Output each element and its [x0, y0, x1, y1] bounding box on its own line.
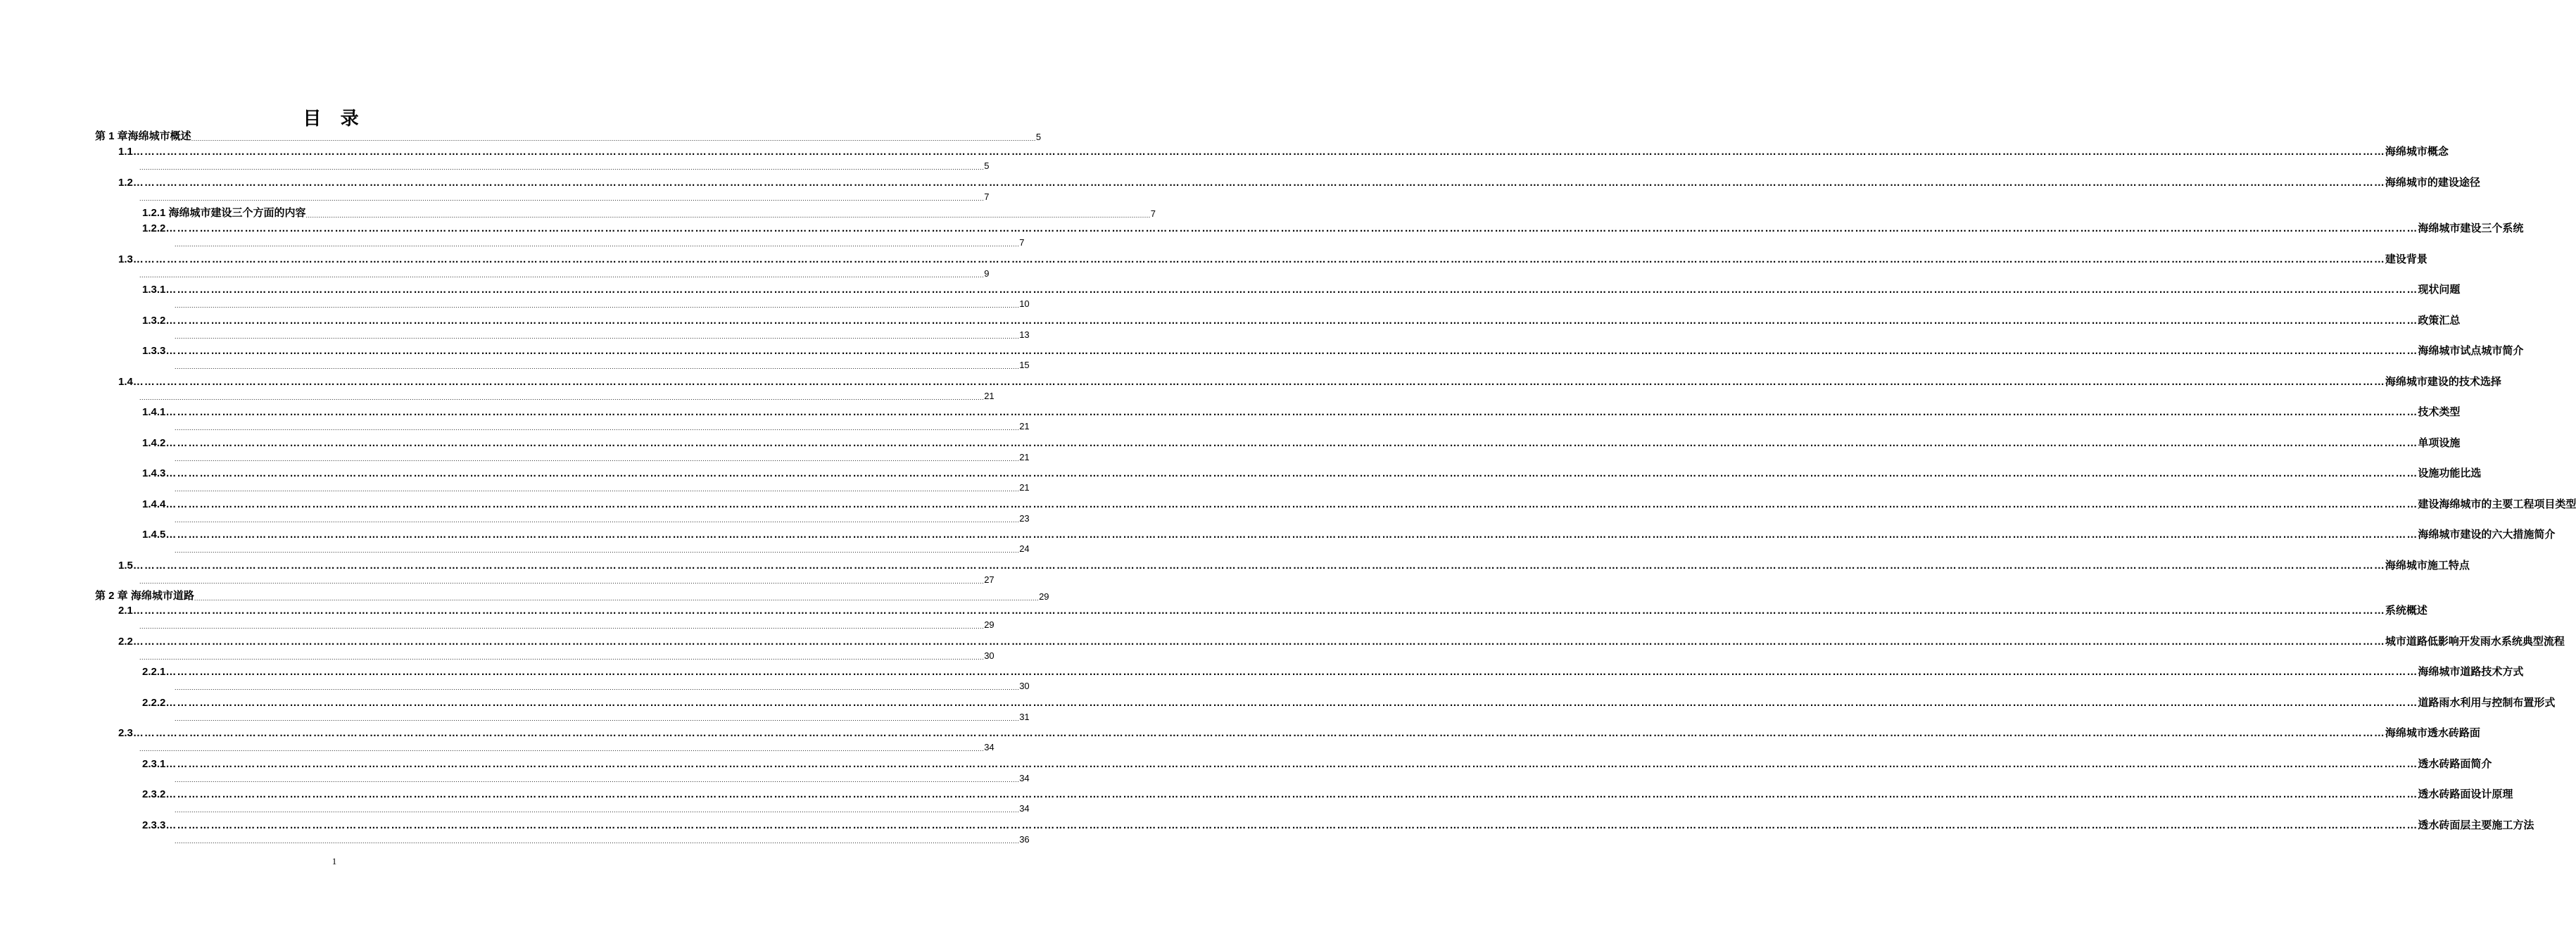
- toc-entry[interactable]: [142, 665, 2524, 679]
- toc-leader-dots: ……………………………………………………………………………………………………………………………………………………………………………………………………………………………………………………………………………………………………………………………………………………………………………………………………………………………………………………………………………………………………………………………………………………: [132, 559, 2385, 572]
- toc-page-number: 5: [1035, 132, 1042, 142]
- toc-page-number: 10: [1019, 298, 1030, 309]
- toc-entry[interactable]: [142, 314, 2461, 328]
- toc-leader-dots: ................................................................................................................................................................................................................................................................................................................................................................................................................: [139, 745, 985, 752]
- toc-entry-number: 2.3: [118, 727, 133, 739]
- toc-entry-number: 1.3.3: [142, 345, 166, 357]
- toc-entry[interactable]: [142, 528, 2556, 542]
- toc-entry[interactable]: [142, 819, 2534, 833]
- toc-leader-dots: ……………………………………………………………………………………………………………………………………………………………………………………………………………………………………………………………………………………………………………………………………………………………………………………………………………………………………………………………………………………………………………………………………………………: [165, 529, 2418, 541]
- toc-leader-dots: ................................................................................................................................................................................................................................................................................................................................................................................................................: [175, 837, 1020, 845]
- toc-page-number: 29: [1039, 591, 1049, 602]
- toc-leader-dots: ................................................................................................................................................................................................................................................................................................................................................................................................................: [175, 363, 1020, 370]
- toc-entry-number: 1.4.4: [142, 498, 166, 510]
- toc-leader-dots: ................................................................................................................................................................................................................................................................................................................................................................................................................: [139, 623, 985, 630]
- toc-entry-number: 2.2.2: [142, 696, 166, 709]
- toc-entry-title: 设施功能比选: [2418, 467, 2482, 479]
- toc-entry-number: 2.3.2: [142, 788, 166, 800]
- toc-entry-number: 1.5: [118, 559, 133, 572]
- toc-entry[interactable]: [95, 130, 1042, 144]
- toc-leader-dots: ……………………………………………………………………………………………………………………………………………………………………………………………………………………………………………………………………………………………………………………………………………………………………………………………………………………………………………………………………………………………………………………………………………………: [132, 146, 2385, 158]
- toc-entry-number: 2.3.3: [142, 819, 166, 831]
- toc-leader-dots: ……………………………………………………………………………………………………………………………………………………………………………………………………………………………………………………………………………………………………………………………………………………………………………………………………………………………………………………………………………………………………………………………………………………: [165, 406, 2418, 418]
- toc-entry-number: 1.4.2: [142, 436, 166, 449]
- toc-entry-number: 第 2 章 海绵城市道路: [95, 590, 194, 602]
- toc-page-number: 31: [1019, 711, 1030, 722]
- toc-page-line: [175, 329, 1030, 341]
- toc-title: 目 录: [303, 108, 366, 129]
- toc-entry-number: 1.2.2: [142, 222, 166, 234]
- toc-leader-dots: ……………………………………………………………………………………………………………………………………………………………………………………………………………………………………………………………………………………………………………………………………………………………………………………………………………………………………………………………………………………………………………………………………………………: [132, 375, 2385, 388]
- toc-entry[interactable]: [118, 635, 2565, 649]
- toc-leader-dots: ................................................................................................................................................................................................................................................................................................................................................................................................................: [194, 595, 1040, 602]
- toc-entry-title: 系统概述: [2385, 605, 2427, 617]
- toc-page-line: [175, 482, 1030, 493]
- toc-leader-dots: ................................................................................................................................................................................................................................................................................................................................................................................................................: [175, 684, 1020, 691]
- toc-entry-number: 1.4.3: [142, 467, 166, 479]
- toc-entry[interactable]: [95, 589, 1049, 603]
- page-number: 1: [332, 856, 337, 866]
- toc-entry-title: 海绵城市概念: [2385, 146, 2449, 158]
- toc-entry-number: 1.3.2: [142, 314, 166, 327]
- toc-entry-title: 海绵城市道路技术方式: [2418, 666, 2524, 678]
- toc-entry-title: 道路雨水利用与控制布置形式: [2418, 696, 2556, 709]
- toc-leader-dots: ……………………………………………………………………………………………………………………………………………………………………………………………………………………………………………………………………………………………………………………………………………………………………………………………………………………………………………………………………………………………………………………………………………………: [165, 345, 2418, 357]
- toc-leader-dots: ……………………………………………………………………………………………………………………………………………………………………………………………………………………………………………………………………………………………………………………………………………………………………………………………………………………………………………………………………………………………………………………………………………………: [165, 696, 2418, 709]
- toc-leader-dots: ……………………………………………………………………………………………………………………………………………………………………………………………………………………………………………………………………………………………………………………………………………………………………………………………………………………………………………………………………………………………………………………………………………………: [165, 498, 2418, 510]
- toc-leader-dots: ................................................................................................................................................................................................................................................................................................................................................................................................................: [139, 393, 985, 401]
- toc-page-line: [139, 267, 990, 279]
- toc-page-line: [175, 833, 1030, 845]
- toc-entry-number: 2.2: [118, 635, 133, 648]
- toc-entry[interactable]: [118, 145, 2449, 159]
- toc-page-line: [175, 711, 1030, 723]
- toc-page-line: [175, 237, 1025, 248]
- toc-leader-dots: ................................................................................................................................................................................................................................................................................................................................................................................................................: [175, 424, 1020, 431]
- toc-entry-number: 1.4: [118, 375, 133, 388]
- toc-entry-number: 2.1: [118, 605, 133, 617]
- toc-leader-dots: ................................................................................................................................................................................................................................................................................................................................................................................................................: [175, 547, 1020, 554]
- toc-page-number: 34: [1019, 803, 1030, 814]
- toc-page-number: 15: [1019, 360, 1030, 370]
- toc-leader-dots: ……………………………………………………………………………………………………………………………………………………………………………………………………………………………………………………………………………………………………………………………………………………………………………………………………………………………………………………………………………………………………………………………………………………: [165, 436, 2418, 449]
- toc-page-number: 9: [984, 267, 990, 279]
- toc-entry-number: 2.2.1: [142, 666, 166, 678]
- toc-entry-title: 单项设施: [2418, 436, 2461, 449]
- toc-leader-dots: ................................................................................................................................................................................................................................................................................................................................................................................................................: [139, 271, 985, 279]
- toc-leader-dots: ................................................................................................................................................................................................................................................................................................................................................................................................................: [175, 516, 1020, 524]
- toc-page-line: [175, 360, 1030, 371]
- toc-page-number: 21: [1019, 482, 1030, 493]
- toc-entry[interactable]: [118, 726, 2480, 740]
- toc-page-line: [139, 574, 995, 586]
- toc-page-line: [139, 619, 995, 631]
- toc-entry[interactable]: [142, 788, 2513, 802]
- toc-entry[interactable]: [142, 436, 2461, 450]
- toc-leader-dots: ……………………………………………………………………………………………………………………………………………………………………………………………………………………………………………………………………………………………………………………………………………………………………………………………………………………………………………………………………………………………………………………………………………………: [132, 605, 2385, 617]
- toc-leader-dots: ……………………………………………………………………………………………………………………………………………………………………………………………………………………………………………………………………………………………………………………………………………………………………………………………………………………………………………………………………………………………………………………………………………………: [132, 253, 2385, 265]
- toc-page-number: 21: [1019, 451, 1030, 462]
- toc-entry-title: 技术类型: [2418, 406, 2461, 418]
- toc-page-line: [139, 191, 990, 203]
- toc-leader-dots: ……………………………………………………………………………………………………………………………………………………………………………………………………………………………………………………………………………………………………………………………………………………………………………………………………………………………………………………………………………………………………………………………………………………: [165, 666, 2418, 678]
- toc-page-number: 23: [1019, 512, 1030, 524]
- toc-leader-dots: ................................................................................................................................................................................................................................................................................................................................................................................................................: [175, 486, 1020, 493]
- toc-entry-title: 建设海绵城市的主要工程项目类型: [2418, 498, 2576, 510]
- toc-leader-dots: ................................................................................................................................................................................................................................................................................................................................................................................................................: [175, 807, 1020, 814]
- toc-page-line: [175, 421, 1030, 432]
- toc-entry[interactable]: [142, 467, 2482, 481]
- toc-page-line: [139, 160, 990, 172]
- toc-page-number: 7: [1150, 208, 1156, 219]
- toc-entry-title: 政策汇总: [2418, 314, 2461, 327]
- toc-page-number: 7: [984, 191, 990, 202]
- toc-page-line: [139, 650, 995, 662]
- toc-leader-dots: ................................................................................................................................................................................................................................................................................................................................................................................................................: [191, 135, 1036, 142]
- toc-leader-dots: ................................................................................................................................................................................................................................................................................................................................................................................................................: [175, 332, 1020, 340]
- toc-page-number: 34: [984, 742, 995, 752]
- toc-page-number: 34: [1019, 772, 1030, 783]
- toc-page-line: [175, 681, 1030, 692]
- toc-page-number: 7: [1019, 237, 1025, 248]
- toc-page-number: 27: [984, 574, 995, 585]
- toc-leader-dots: ................................................................................................................................................................................................................................................................................................................................................................................................................: [139, 653, 985, 661]
- toc-entry-title: 海绵城市试点城市简介: [2418, 345, 2524, 357]
- toc-entry[interactable]: [142, 696, 2556, 710]
- toc-entry[interactable]: [118, 559, 2470, 573]
- toc-entry[interactable]: [142, 344, 2524, 358]
- toc-page-number: 5: [984, 160, 990, 171]
- toc-entry-number: 1.3: [118, 253, 133, 265]
- toc-page-number: 36: [1019, 833, 1030, 845]
- toc-page-number: 21: [984, 390, 995, 401]
- toc-leader-dots: ……………………………………………………………………………………………………………………………………………………………………………………………………………………………………………………………………………………………………………………………………………………………………………………………………………………………………………………………………………………………………………………………………………………: [165, 467, 2418, 479]
- toc-leader-dots: ……………………………………………………………………………………………………………………………………………………………………………………………………………………………………………………………………………………………………………………………………………………………………………………………………………………………………………………………………………………………………………………………………………………: [132, 727, 2385, 739]
- toc-entry-title: 现状问题: [2418, 284, 2461, 296]
- toc-entry-title: 海绵城市施工特点: [2385, 559, 2470, 572]
- toc-leader-dots: ……………………………………………………………………………………………………………………………………………………………………………………………………………………………………………………………………………………………………………………………………………………………………………………………………………………………………………………………………………………………………………………………………………………: [132, 635, 2385, 648]
- toc-entry-title: 透水砖路面设计原理: [2418, 788, 2513, 800]
- toc-entry-number: 1.2: [118, 176, 133, 189]
- toc-leader-dots: ……………………………………………………………………………………………………………………………………………………………………………………………………………………………………………………………………………………………………………………………………………………………………………………………………………………………………………………………………………………………………………………………………………………: [165, 314, 2418, 327]
- toc-page-number: 21: [1019, 421, 1030, 431]
- toc-entry-number: 第 1 章海绵城市概述: [95, 130, 191, 142]
- toc-entry[interactable]: [142, 498, 2576, 512]
- toc-entry[interactable]: [142, 206, 1156, 220]
- toc-entry-title: 海绵城市建设三个系统: [2418, 222, 2524, 234]
- toc-entry-title: 海绵城市的建设途径: [2385, 176, 2480, 189]
- toc-leader-dots: ……………………………………………………………………………………………………………………………………………………………………………………………………………………………………………………………………………………………………………………………………………………………………………………………………………………………………………………………………………………………………………………………………………………: [165, 757, 2418, 770]
- toc-leader-dots: ……………………………………………………………………………………………………………………………………………………………………………………………………………………………………………………………………………………………………………………………………………………………………………………………………………………………………………………………………………………………………………………………………………………: [165, 284, 2418, 296]
- toc-leader-dots: ................................................................................................................................................................................................................................................................................................................................................................................................................: [175, 776, 1020, 783]
- toc-leader-dots: ................................................................................................................................................................................................................................................................................................................................................................................................................: [175, 714, 1020, 722]
- toc-page-number: 24: [1019, 543, 1030, 554]
- toc-entry[interactable]: [118, 604, 2427, 618]
- toc-page-line: [175, 512, 1030, 524]
- toc-entry-number: 1.1: [118, 146, 133, 158]
- toc-entry-title: 建设背景: [2385, 253, 2427, 265]
- toc-leader-dots: ……………………………………………………………………………………………………………………………………………………………………………………………………………………………………………………………………………………………………………………………………………………………………………………………………………………………………………………………………………………………………………………………………………………: [165, 222, 2418, 234]
- toc-leader-dots: ................................................................................................................................................................................................................................................................................................................................................................................................................: [139, 194, 985, 202]
- toc-entry[interactable]: [142, 283, 2461, 297]
- toc-leader-dots: ................................................................................................................................................................................................................................................................................................................................................................................................................: [175, 455, 1020, 462]
- toc-entry-title: 透水砖路面简介: [2418, 757, 2492, 770]
- toc-leader-dots: ................................................................................................................................................................................................................................................................................................................................................................................................................: [175, 302, 1020, 309]
- toc-entry[interactable]: [142, 222, 2524, 236]
- toc-leader-dots: ................................................................................................................................................................................................................................................................................................................................................................................................................: [305, 212, 1151, 219]
- toc-entry[interactable]: [142, 757, 2492, 771]
- toc-page-line: [175, 772, 1030, 784]
- toc-leader-dots: ................................................................................................................................................................................................................................................................................................................................................................................................................: [139, 577, 985, 585]
- toc-leader-dots: ................................................................................................................................................................................................................................................................................................................................................................................................................: [175, 241, 1020, 248]
- toc-entry-number: 2.3.1: [142, 757, 166, 770]
- toc-entry-number: 1.2.1 海绵城市建设三个方面的内容: [142, 207, 306, 219]
- toc-page-line: [175, 451, 1030, 463]
- toc-leader-dots: ……………………………………………………………………………………………………………………………………………………………………………………………………………………………………………………………………………………………………………………………………………………………………………………………………………………………………………………………………………………………………………………………………………………: [132, 176, 2385, 189]
- toc-page-line: [139, 390, 995, 402]
- toc-page-line: [175, 803, 1030, 814]
- toc-leader-dots: ……………………………………………………………………………………………………………………………………………………………………………………………………………………………………………………………………………………………………………………………………………………………………………………………………………………………………………………………………………………………………………………………………………………: [165, 819, 2418, 831]
- toc-entry-number: 1.4.1: [142, 406, 166, 418]
- toc-page-line: [175, 543, 1030, 555]
- toc-entry-title: 海绵城市建设的技术选择: [2385, 375, 2501, 388]
- toc-entry[interactable]: [118, 176, 2480, 190]
- toc-page-line: [139, 742, 995, 753]
- toc-entry-title: 透水砖面层主要施工方法: [2418, 819, 2534, 831]
- toc-page-number: 29: [984, 619, 995, 630]
- toc-page-line: [175, 298, 1030, 310]
- toc-entry[interactable]: [118, 375, 2501, 389]
- toc-entry[interactable]: [142, 405, 2461, 420]
- toc-entry[interactable]: [118, 253, 2427, 267]
- toc-entry-number: 1.4.5: [142, 529, 166, 541]
- toc-entry-title: 城市道路低影响开发雨水系统典型流程: [2385, 635, 2565, 648]
- toc-leader-dots: ……………………………………………………………………………………………………………………………………………………………………………………………………………………………………………………………………………………………………………………………………………………………………………………………………………………………………………………………………………………………………………………………………………………: [165, 788, 2418, 800]
- toc-page-number: 13: [1019, 329, 1030, 340]
- toc-leader-dots: ................................................................................................................................................................................................................................................................................................................................................................................................................: [139, 164, 985, 171]
- toc-page-number: 30: [984, 650, 995, 661]
- toc-page-number: 30: [1019, 681, 1030, 691]
- toc-entry-number: 1.3.1: [142, 284, 166, 296]
- toc-entry-title: 海绵城市透水砖路面: [2385, 727, 2480, 739]
- toc-entry-title: 海绵城市建设的六大措施简介: [2418, 529, 2556, 541]
